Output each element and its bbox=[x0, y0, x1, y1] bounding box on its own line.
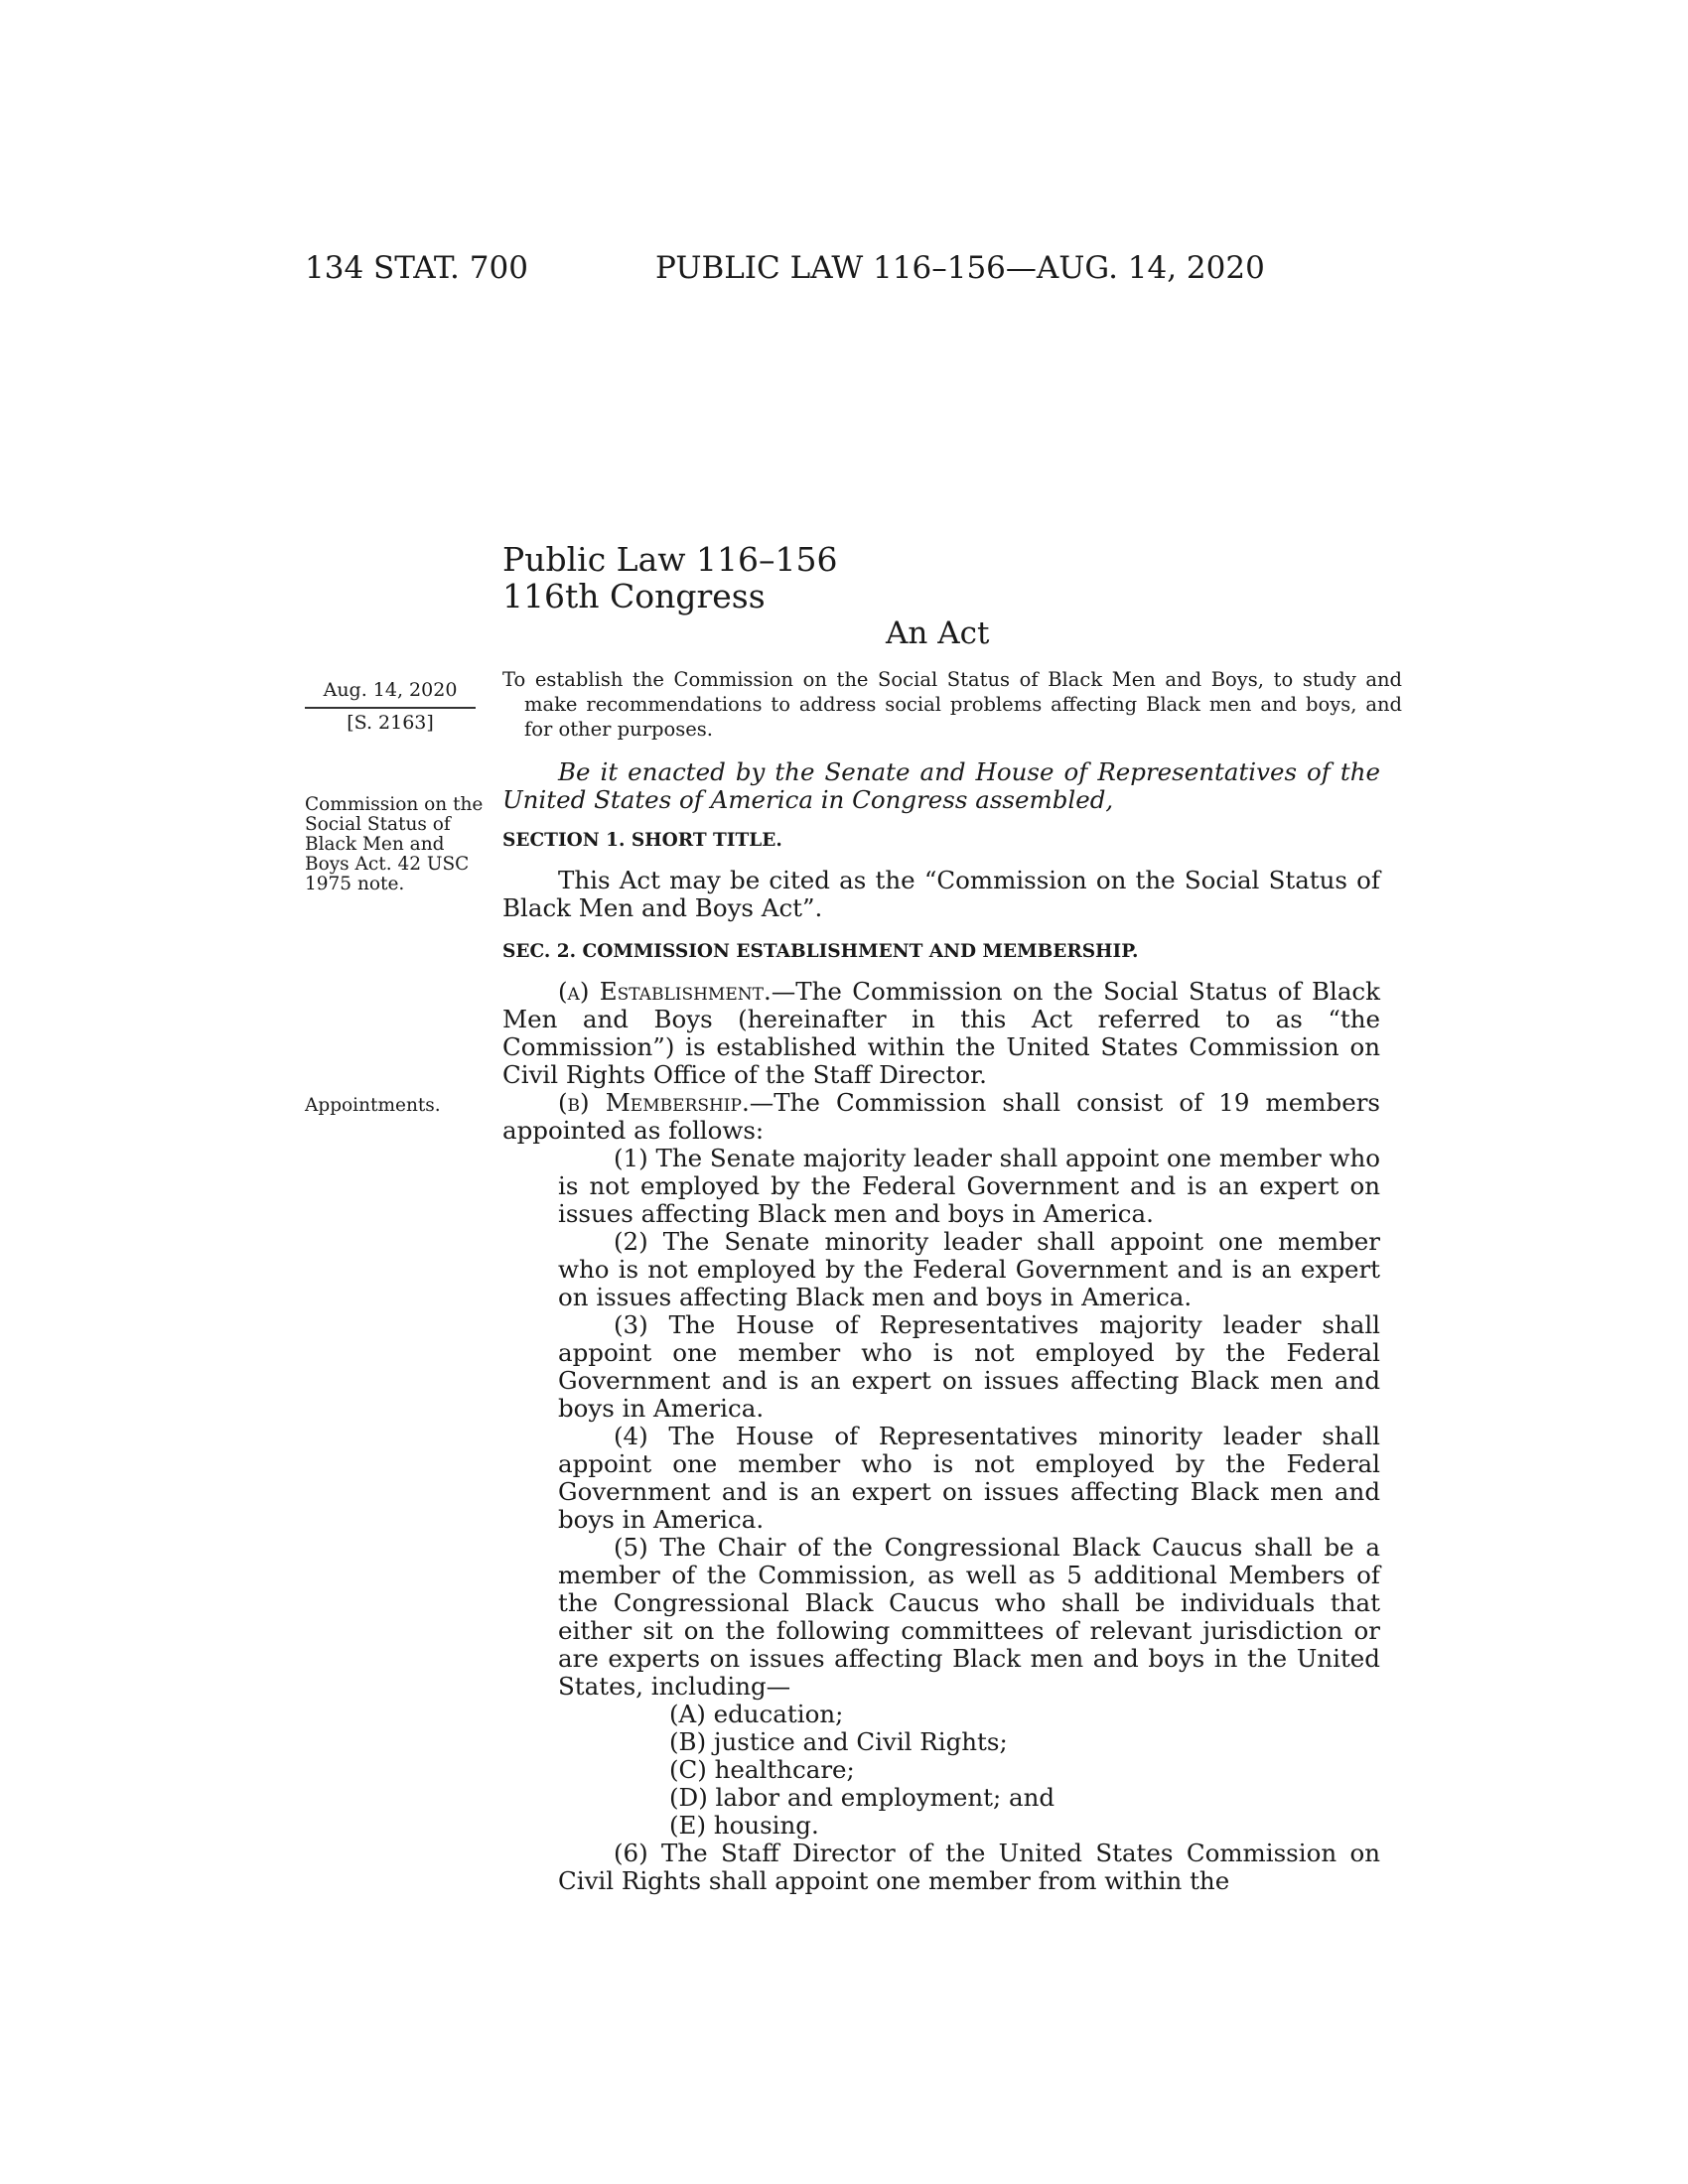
subsection-b-label: (b) Membership. bbox=[558, 1088, 750, 1117]
paragraph-4: (4) The House of Representatives minority leader shall appoint one member who is not employed by the Federal Government and is an expert on issues affecting Black men and boys in America. bbox=[558, 1422, 1380, 1534]
section-1-heading: SECTION 1. SHORT TITLE. bbox=[502, 830, 782, 851]
subsection-b-text: —The Commission shall consist of 19 members appointed as follows: bbox=[502, 1088, 1380, 1145]
page-number: 134 STAT. 700 bbox=[305, 250, 528, 286]
paragraph-1: (1) The Senate majority leader shall appoint one member who is not employed by the Federal Government and is an expert on issues affecting Black men and boys in America. bbox=[558, 1144, 1380, 1228]
section-2-heading: SEC. 2. COMMISSION ESTABLISHMENT AND MEMBERSHIP. bbox=[502, 941, 1139, 962]
paragraph-6: (6) The Staff Director of the United States Commission on Civil Rights shall appoint one member from within the bbox=[558, 1839, 1380, 1895]
subsection-a bbox=[502, 978, 1380, 1089]
list-item: (B) justice and Civil Rights; bbox=[669, 1727, 1008, 1756]
congress-label: 116th Congress bbox=[502, 577, 766, 615]
paragraph-3: (3) The House of Representatives majority leader shall appoint one member who is not employed by the Federal Government and is an expert on issues affecting Black men and boys in America. bbox=[558, 1310, 1380, 1423]
enactment-date: Aug. 14, 2020 bbox=[323, 679, 458, 701]
subsection-a-text: —The Commission on the Social Status of Black Men and Boys (hereinafter in this Act referred to as “the Commission”) is established within the United States Commission on Civil Rights Office of the Staff Director. bbox=[502, 977, 1380, 1089]
subsection-b bbox=[502, 1089, 1380, 1145]
list-item: (C) healthcare; bbox=[669, 1755, 855, 1784]
margin-note-short-title: Commission on the Social Status of Black Men and Boys Act. 42 USC 1975 note. bbox=[305, 794, 484, 894]
paragraph-2: (2) The Senate minority leader shall appoint one member who is not employed by the Federal Government and is an expert on issues affecting Black men and boys in America. bbox=[558, 1227, 1380, 1311]
running-head-title: PUBLIC LAW 116–156—AUG. 14, 2020 bbox=[655, 250, 1265, 286]
section-1-text: This Act may be cited as the “Commission on the Social Status of Black Men and Boys Act”. bbox=[502, 866, 1380, 922]
purpose-clause: To establish the Commission on the Social Status of Black Men and Boys, to study and make recommendations to address social problems affecting Black men and boys, and for other purposes. bbox=[502, 668, 1402, 741]
law-number: Public Law 116–156 bbox=[502, 540, 838, 579]
margin-note-appointments: Appointments. bbox=[305, 1095, 441, 1116]
bill-number: [S. 2163] bbox=[347, 712, 434, 734]
subsection-a-label: (a) Establishment. bbox=[558, 977, 772, 1006]
list-item: (A) education; bbox=[669, 1700, 844, 1728]
margin-divider bbox=[305, 707, 476, 709]
an-act-heading: An Act bbox=[886, 615, 990, 651]
enacting-clause: Be it enacted by the Senate and House of Representatives of the United States of America in Congress assembled, bbox=[502, 757, 1380, 814]
list-item: (E) housing. bbox=[669, 1811, 819, 1840]
paragraph-5: (5) The Chair of the Congressional Black Caucus shall be a member of the Commission, as well as 5 additional Members of the Congressional Black Caucus who shall be individuals that either sit on the following committees of relevant jurisdiction or are experts on issues affecting Black men and boys in the United States, including— bbox=[558, 1533, 1380, 1701]
list-item: (D) labor and employment; and bbox=[669, 1783, 1055, 1812]
